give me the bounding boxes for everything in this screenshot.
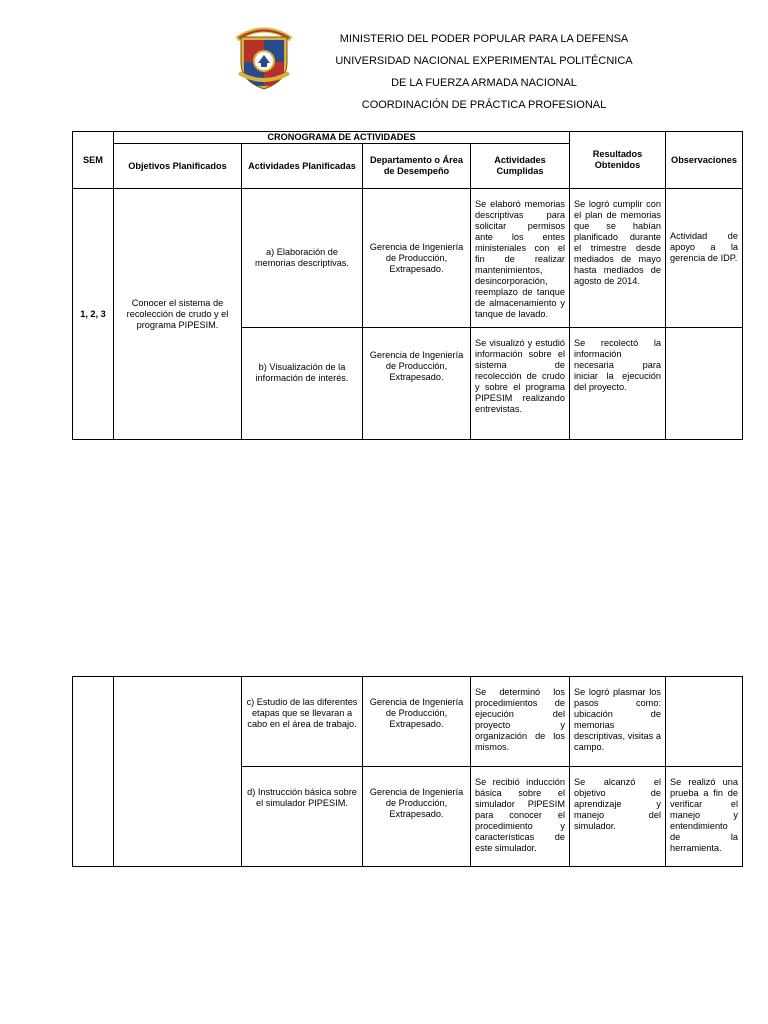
column-header-objectives: Objetivos Planificados xyxy=(114,144,242,189)
university-seal-logo xyxy=(231,19,297,91)
column-header-department: Departamento o Área de Desempeño xyxy=(363,144,471,189)
result-cell: Se logró cumplir con el plan de memorias que se habían planificado durante el trimestre desde mediados de mayo hasta mediados de agosto de 2014. xyxy=(570,189,666,328)
header-line-ministry: MINISTERIO DEL PODER POPULAR PARA LA DEFENSA xyxy=(339,33,629,45)
header-line-university: UNIVERSIDAD NACIONAL EXPERIMENTAL POLITÉCNICA xyxy=(335,55,633,67)
column-header-results: Resultados Obtenidos xyxy=(570,132,666,189)
completed-cell: Se recibió inducción básica sobre el simulador PIPESIM para conocer el procedimiento y características de este simulador. xyxy=(471,767,570,867)
department-cell: Gerencia de Ingeniería de Producción, Extrapesado. xyxy=(363,189,471,328)
column-header-completed: Actividades Cumplidas xyxy=(471,144,570,189)
activity-schedule-table xyxy=(72,131,743,440)
column-header-observations: Observaciones xyxy=(666,132,743,189)
department-cell: Gerencia de Ingeniería de Producción, Extrapesado. xyxy=(363,677,471,767)
activity-schedule-table-continued xyxy=(72,676,743,867)
column-header-sem: SEM xyxy=(73,132,114,189)
table-group-title: CRONOGRAMA DE ACTIVIDADES xyxy=(114,132,570,144)
activity-cell: b) Visualización de la información de interés. xyxy=(242,328,363,440)
column-header-activities: Actividades Planificadas xyxy=(242,144,363,189)
completed-cell: Se determinó los procedimientos de ejecución del proyecto y organización de los mismos. xyxy=(471,677,570,767)
sem-cell-empty xyxy=(73,677,114,867)
institution-header xyxy=(300,28,668,116)
result-cell: Se logró plasmar los pasos como: ubicación de memorias descriptivas, visitas a campo. xyxy=(570,677,666,767)
objective-cell: Conocer el sistema de recolección de crudo y el programa PIPESIM. xyxy=(114,189,242,440)
sem-cell: 1, 2, 3 xyxy=(73,189,114,440)
activity-cell: d) Instrucción básica sobre el simulador PIPESIM. xyxy=(242,767,363,867)
header-line-armed-forces: DE LA FUERZA ARMADA NACIONAL xyxy=(391,77,577,89)
department-cell: Gerencia de Ingeniería de Producción, Extrapesado. xyxy=(363,767,471,867)
department-cell: Gerencia de Ingeniería de Producción, Extrapesado. xyxy=(363,328,471,440)
observation-cell xyxy=(666,677,743,767)
completed-cell: Se elaboró memorias descriptivas para solicitar permisos ante los entes ministeriales con el fin de realizar mantenimientos, desincorporación, reemplazo de tanque de almacenamiento y tanque de lavado. xyxy=(471,189,570,328)
observation-cell xyxy=(666,328,743,440)
completed-cell: Se visualizó y estudió información sobre el sistema de recolección de crudo y sobre el programa PIPESIM realizando entrevistas. xyxy=(471,328,570,440)
observation-cell: Se realizó una prueba a fin de verificar el manejo y entendimiento de la herramienta. xyxy=(666,767,743,867)
observation-cell: Actividad de apoyo a la gerencia de IDP. xyxy=(666,189,743,328)
result-cell: Se alcanzó el objetivo de aprendizaje y manejo del simulador. xyxy=(570,767,666,867)
table-row xyxy=(73,189,743,328)
header-line-coordination: COORDINACIÓN DE PRÁCTICA PROFESIONAL xyxy=(361,99,607,111)
activity-cell: c) Estudio de las diferentes etapas que se llevaran a cabo en el área de trabajo. xyxy=(242,677,363,767)
table-row xyxy=(73,677,743,767)
activity-cell: a) Elaboración de memorias descriptivas. xyxy=(242,189,363,328)
objective-cell-empty xyxy=(114,677,242,867)
result-cell: Se recolectó la información necesaria para iniciar la ejecución del proyecto. xyxy=(570,328,666,440)
